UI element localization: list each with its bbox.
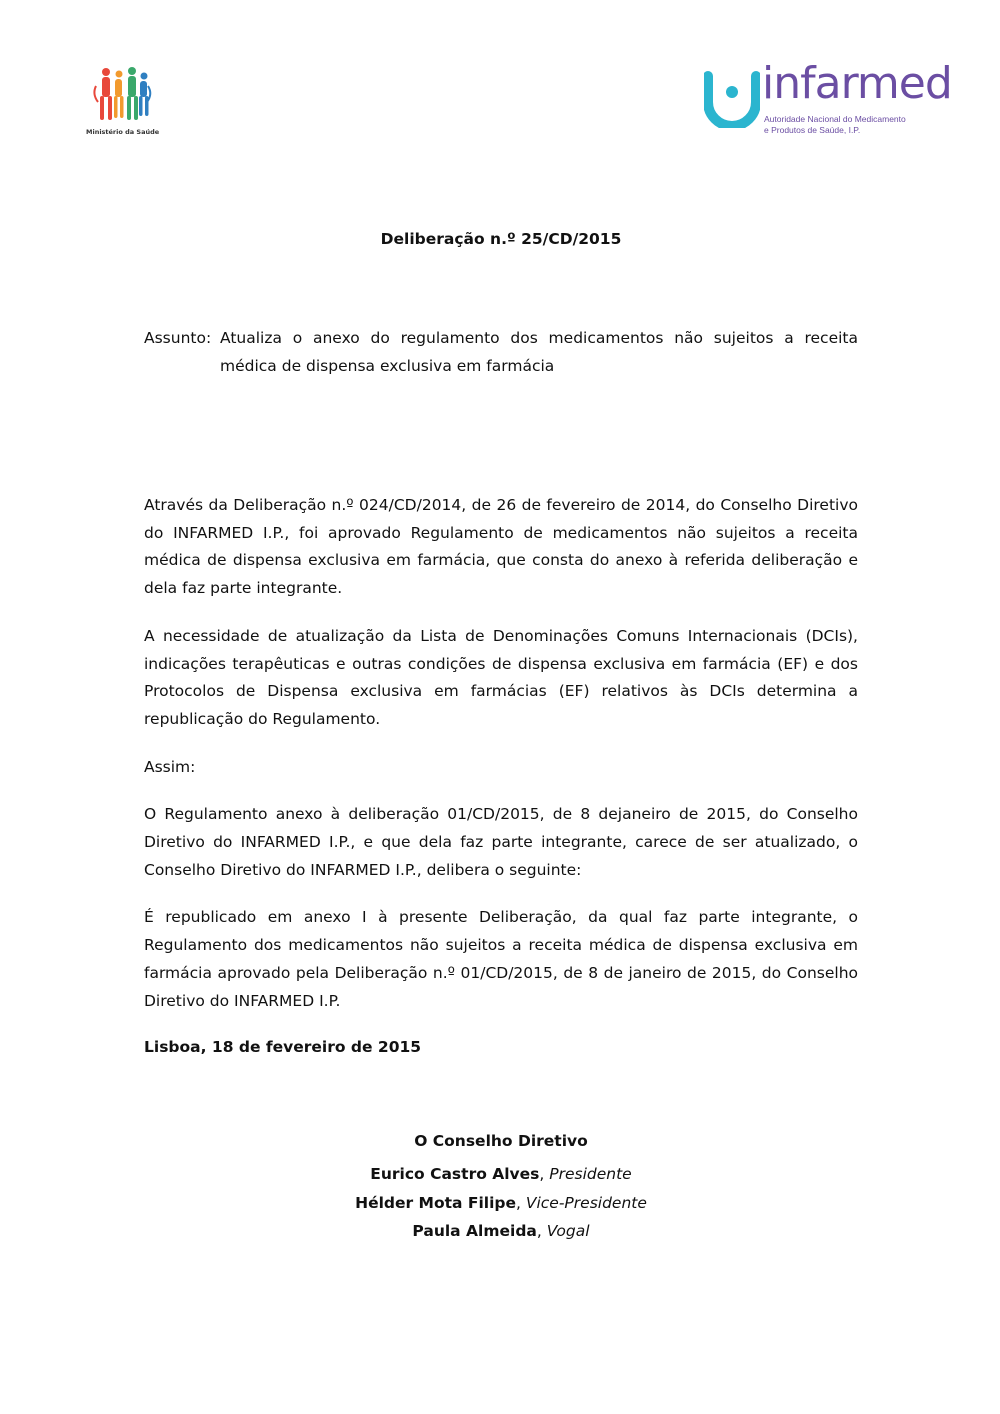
date-place: Lisboa, 18 de fevereiro de 2015 [144, 1038, 422, 1056]
signatory-name: Hélder Mota Filipe [355, 1193, 517, 1212]
signatory-role: Vogal [546, 1222, 590, 1240]
signatory-name: Eurico Castro Alves [370, 1165, 540, 1183]
body-paragraph: Assim: [144, 757, 196, 776]
board-heading: O Conselho Diretivo [414, 1132, 588, 1150]
signatory-role: Vice-Presidente [525, 1193, 647, 1212]
body-paragraph: É republicado em anexo I à presente Deliberação, da qual faz parte integrante, o Regulamento dos medicamentos não sujeitos a receita médica de dispensa exclusiva em farmácia aprovado pela Deliberação n.º 01/CD/2015, de 8 de janeiro de 2015, do Conselho Diretivo do INFARMED I.P. [144, 908, 858, 1010]
signatory-row: Paula Almeida, Vogal [412, 1222, 590, 1240]
infarmed-subtitle-line-2: e Produtos de Saúde, I.P. [764, 125, 861, 135]
body-paragraph: O Regulamento anexo à deliberação 01/CD/2015, de 8 dejaneiro de 2015, do Conselho Diretivo do INFARMED I.P., e que dela faz parte integrante, carece de ser atualizado, o Conselho Diretivo do INFARMED I.P., delibera o seguinte: [144, 805, 858, 879]
signatory-role: Presidente [549, 1165, 632, 1183]
ministerio-saude-figures-icon [86, 64, 158, 126]
document-title: Deliberação n.º 25/CD/2015 [380, 230, 622, 248]
signatory-name: Paula Almeida [412, 1222, 537, 1240]
signatory-row: Hélder Mota Filipe, Vice-Presidente [355, 1193, 647, 1212]
infarmed-mark-icon [704, 66, 760, 128]
signatories-block [144, 1132, 858, 1246]
infarmed-subtitle-line-1: Autoridade Nacional do Medicamento [764, 114, 906, 124]
subject-label: Assunto: [144, 329, 212, 347]
body-paragraph: A necessidade de atualização da Lista de Denominações Comuns Internacionais (DCIs), indicações terapêuticas e outras condições de dispensa exclusiva em farmácia (EF) e dos Protocolos de Dispensa exclusiva em farmácias (EF) relativos às DCIs determina a republicação do Regulamento. [144, 626, 858, 728]
subject-block [144, 324, 858, 380]
body-paragraph: Através da Deliberação n.º 024/CD/2014, de 26 de fevereiro de 2014, do Conselho Diretivo do INFARMED I.P., foi aprovado Regulamento de medicamentos não sujeitos a receita médica de dispensa exclusiva em farmácia, que consta do anexo à referida deliberação e dela faz parte integrante. [144, 496, 858, 598]
ministerio-saude-label: Ministério da Saúde [86, 128, 160, 136]
subject-text: Atualiza o anexo do regulamento dos medicamentos não sujeitos a receita médica de dispensa exclusiva em farmácia [220, 329, 858, 375]
document-body [144, 492, 858, 1035]
infarmed-wordmark: infarmed [762, 58, 952, 109]
signatory-row: Eurico Castro Alves, Presidente [370, 1165, 632, 1183]
infarmed-subtitle [764, 114, 906, 136]
infarmed-logo [704, 58, 952, 146]
ministerio-saude-logo [86, 64, 158, 140]
